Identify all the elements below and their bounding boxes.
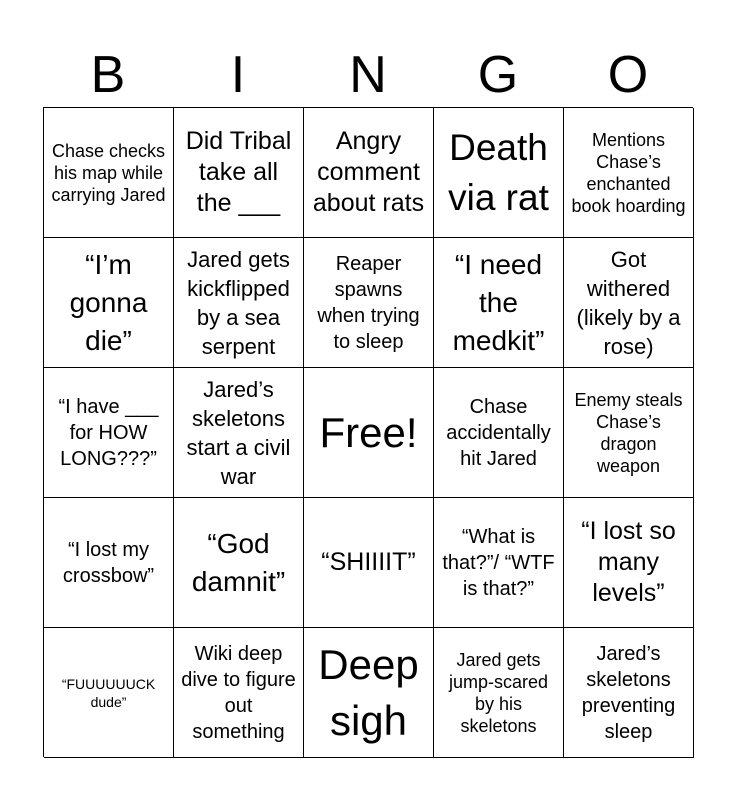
- bingo-cell[interactable]: [564, 238, 694, 368]
- bingo-cell[interactable]: [564, 368, 694, 498]
- cell-text: “FUUUUUUCK dude”: [61, 675, 156, 710]
- bingo-cell[interactable]: [434, 108, 564, 238]
- bingo-cell[interactable]: [174, 108, 304, 238]
- cell-text: Enemy steals Chase’s dragon weapon: [574, 389, 683, 476]
- cell-text: “What is that?”/ “WTF is that?”: [442, 525, 555, 600]
- bingo-cell[interactable]: [44, 498, 174, 628]
- cell-text: Death via rat: [448, 126, 549, 218]
- cell-text: Chase accidentally hit Jared: [446, 395, 551, 470]
- bingo-cell[interactable]: [174, 368, 304, 498]
- bingo-cell[interactable]: [434, 238, 564, 368]
- bingo-cell[interactable]: [44, 368, 174, 498]
- bingo-cell[interactable]: [44, 238, 174, 368]
- cell-text: “I have ___ for HOW LONG???”: [58, 395, 159, 470]
- bingo-cell[interactable]: [174, 498, 304, 628]
- cell-text: Deep sigh: [318, 640, 419, 744]
- cell-text: Got withered (likely by a rose): [576, 246, 681, 359]
- cell-text: “I lost my crossbow”: [62, 538, 155, 587]
- cell-text: Did Tribal take all the ___: [185, 127, 292, 217]
- cell-text: Reaper spawns when trying to sleep: [317, 252, 420, 353]
- bingo-cell[interactable]: [44, 108, 174, 238]
- bingo-cell[interactable]: [304, 108, 434, 238]
- cell-text: Chase checks his map while carrying Jared: [51, 140, 166, 205]
- free-space[interactable]: [304, 368, 434, 498]
- cell-text: “I need the medkit”: [452, 248, 545, 356]
- cell-text: Jared gets kickflipped by a sea serpent: [187, 246, 290, 359]
- bingo-cell[interactable]: [564, 628, 694, 758]
- cell-text: “SHIIIIT”: [321, 548, 416, 576]
- cell-text: Jared’s skeletons preventing sleep: [581, 642, 676, 743]
- header-letter-i: I: [230, 46, 246, 104]
- cell-text: Jared gets jump-scared by his skeletons: [448, 649, 549, 736]
- bingo-cell[interactable]: [304, 238, 434, 368]
- bingo-cell[interactable]: [174, 628, 304, 758]
- bingo-cell[interactable]: [434, 628, 564, 758]
- cell-text: Angry comment about rats: [312, 127, 425, 217]
- cell-text: “I’m gonna die”: [69, 248, 148, 356]
- cell-text: “God damnit”: [191, 527, 286, 597]
- cell-text: Mentions Chase’s enchanted book hoarding: [571, 129, 686, 216]
- cell-text: “I lost so many levels”: [581, 517, 676, 607]
- cell-text: Wiki deep dive to figure out something: [181, 642, 296, 743]
- cell-text: Jared’s skeletons start a civil war: [186, 376, 291, 489]
- free-space-text: Free!: [319, 408, 418, 456]
- header-letter-g: G: [477, 46, 519, 104]
- header-letter-n: N: [349, 46, 387, 104]
- header-letter-b: B: [90, 46, 126, 104]
- bingo-cell[interactable]: [304, 498, 434, 628]
- bingo-cell[interactable]: [304, 628, 434, 758]
- bingo-cell[interactable]: [564, 498, 694, 628]
- bingo-cell[interactable]: [434, 498, 564, 628]
- header-letter-o: O: [607, 46, 649, 104]
- bingo-cell[interactable]: [174, 238, 304, 368]
- bingo-cell[interactable]: [44, 628, 174, 758]
- bingo-header: [43, 42, 693, 108]
- bingo-cell[interactable]: [434, 368, 564, 498]
- bingo-grid: [43, 107, 693, 757]
- bingo-cell[interactable]: [564, 108, 694, 238]
